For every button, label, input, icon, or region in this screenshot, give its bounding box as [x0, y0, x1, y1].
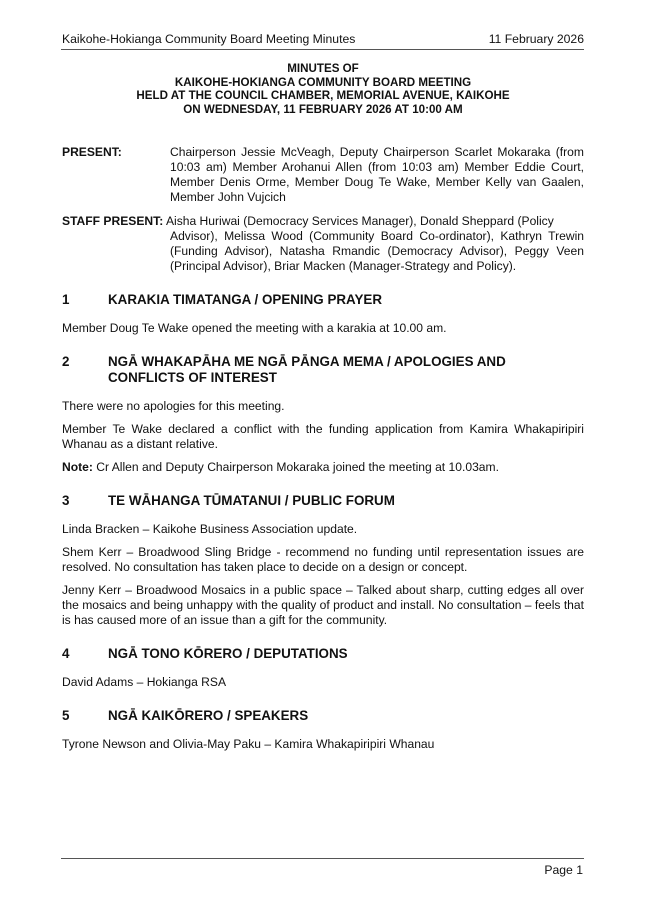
- staff-present-text-rest: Advisor), Melissa Wood (Community Board Co-ordinator), Kathryn Trewin (Funding Advisor), Natasha Rmandic (Democracy Advisor), Peggy Veen (Principal Advisor), Briar Macken (Manager-Strategy and Policy).: [170, 229, 584, 273]
- present-text: Chairperson Jessie McVeagh, Deputy Chairperson Scarlet Mokaraka (from 10:03 am) Member Arohanui Allen (from 10:03 am) Member Eddie Court, Member Denis Orme, Member Doug Te Wake, Member Kelly van Gaalen, Member John Vujcich: [170, 145, 584, 204]
- section-number: 5: [62, 708, 70, 723]
- section-heading: [62, 493, 584, 509]
- title-line-3: HELD AT THE COUNCIL CHAMBER, MEMORIAL AVENUE, KAIKOHE: [136, 89, 510, 102]
- section-number: 3: [62, 493, 70, 508]
- page-header: [62, 32, 584, 47]
- staff-first-line: [62, 214, 584, 229]
- section-heading: [62, 646, 584, 662]
- section-title: NGĀ WHAKAPĀHA ME NGĀ PĀNGA MEMA / APOLOGIES AND CONFLICTS OF INTEREST: [108, 354, 506, 385]
- note-text: Cr Allen and Deputy Chairperson Mokaraka joined the meeting at 10.03am.: [92, 460, 499, 474]
- section-heading: [62, 354, 584, 386]
- section-title: TE WĀHANGA TŪMATANUI / PUBLIC FORUM: [108, 493, 395, 508]
- section-number: 1: [62, 292, 70, 307]
- note-label: Note:: [62, 460, 93, 474]
- present-block: [62, 145, 584, 205]
- section-title: NGĀ TONO KŌRERO / DEPUTATIONS: [108, 646, 348, 661]
- title-line-4: ON WEDNESDAY, 11 FEBRUARY 2026 AT 10:00 AM: [183, 102, 463, 116]
- title-line-1: MINUTES OF: [287, 62, 359, 75]
- section-paragraph: Tyrone Newson and Olivia-May Paku – Kamira Whakapiripiri Whanau: [62, 737, 435, 751]
- staff-present-block: [62, 214, 584, 274]
- section-paragraph: Member Te Wake declared a conflict with the funding application from Kamira Whakapiripiri Whanau as a distant relative.: [62, 422, 584, 451]
- footer-divider: [61, 858, 584, 859]
- minutes-title: [62, 62, 584, 116]
- header-date: 11 February 2026: [488, 32, 584, 46]
- section-heading: [62, 708, 584, 724]
- section-number: 4: [62, 646, 70, 661]
- title-line-2: KAIKOHE-HOKIANGA COMMUNITY BOARD MEETING: [174, 75, 472, 89]
- page-number: Page 1: [544, 863, 583, 877]
- section-heading: [62, 292, 584, 308]
- staff-present-label: STAFF PRESENT:: [62, 214, 164, 228]
- section-paragraph: Shem Kerr – Broadwood Sling Bridge - recommend no funding until representation issues are resolved. No consultation has taken place to decide on a design or concept.: [62, 545, 584, 574]
- section-paragraph: Linda Bracken – Kaikohe Business Association update.: [62, 522, 358, 536]
- section-paragraph: Member Doug Te Wake opened the meeting with a karakia at 10.00 am.: [62, 321, 447, 335]
- section-number: 2: [62, 354, 70, 369]
- staff-present-text-line1: Aisha Huriwai (Democracy Services Manager), Donald Sheppard (Policy: [165, 214, 554, 228]
- section-title: KARAKIA TIMATANGA / OPENING PRAYER: [108, 292, 383, 307]
- section-paragraph: David Adams – Hokianga RSA: [62, 675, 227, 689]
- section-paragraph: Jenny Kerr – Broadwood Mosaics in a public space – Talked about sharp, cutting edges all over the mosaics and being unhappy with the quality of product and install. No consultation – feels that is has caused more of an issue than a gift for the community.: [62, 583, 584, 627]
- present-label: PRESENT:: [62, 145, 122, 159]
- note-paragraph: [62, 460, 584, 475]
- header-document-title: Kaikohe-Hokianga Community Board Meeting Minutes: [62, 32, 356, 46]
- header-divider: [61, 49, 584, 50]
- section-title: NGĀ KAIKŌRERO / SPEAKERS: [108, 708, 309, 723]
- section-paragraph: There were no apologies for this meeting.: [62, 399, 285, 413]
- minutes-body: [62, 145, 584, 760]
